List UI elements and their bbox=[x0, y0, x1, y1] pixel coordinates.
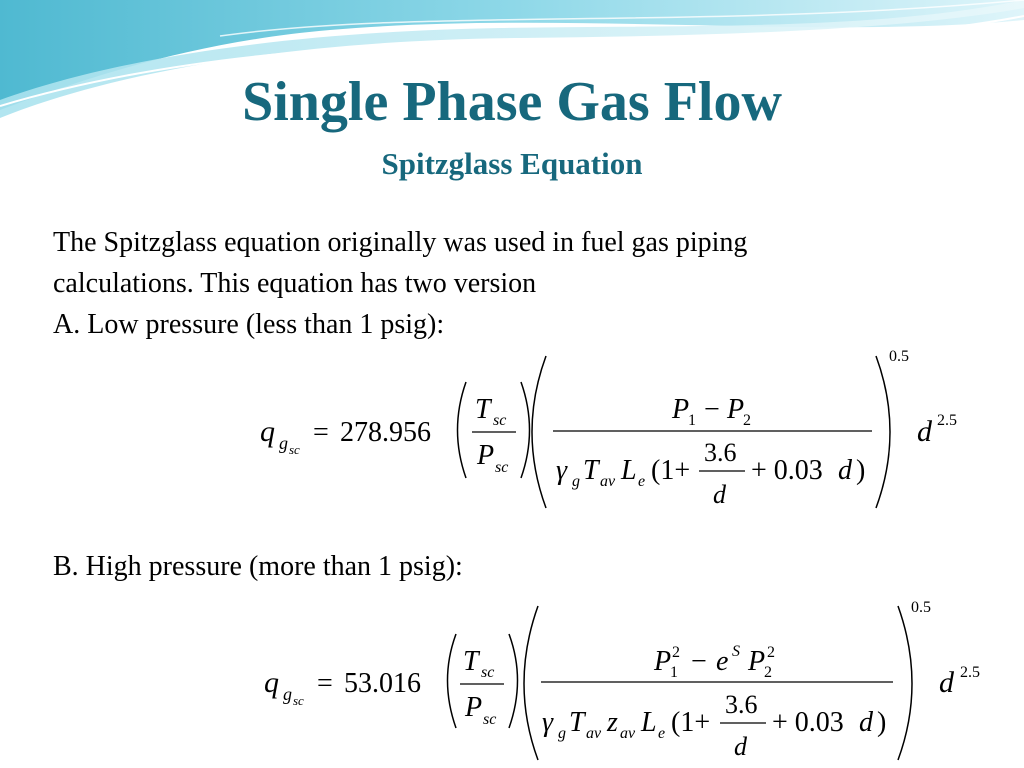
eq-a-close: ) bbox=[856, 455, 866, 486]
eq-b-bigparen-right bbox=[898, 606, 912, 760]
eq-a-L-sub: e bbox=[638, 473, 646, 490]
eq-a-q: q bbox=[260, 415, 275, 448]
eq-b-q: q bbox=[264, 666, 279, 699]
eq-b-coefficient: 53.016 bbox=[344, 668, 421, 699]
eq-b-close: ) bbox=[877, 707, 887, 738]
eq-b-minus: − bbox=[691, 646, 707, 677]
slide-title: Single Phase Gas Flow bbox=[242, 71, 782, 133]
eq-b-P-sub: sc bbox=[483, 711, 497, 728]
eq-b-z: z bbox=[607, 707, 618, 738]
eq-b-e-sup: S bbox=[732, 643, 740, 660]
eq-a-d-exponent: 2.5 bbox=[937, 412, 957, 429]
eq-b-P2-sup: 2 bbox=[767, 644, 775, 661]
low-pressure-label: A. Low pressure (less than 1 psig): bbox=[53, 309, 445, 340]
eq-b-L-sub: e bbox=[658, 725, 666, 742]
eq-b-d2: d bbox=[859, 707, 873, 738]
eq-a-bigparen-left bbox=[532, 356, 546, 508]
eq-a-q-subsub: sc bbox=[289, 442, 300, 457]
eq-a-paren-right bbox=[521, 382, 530, 478]
eq-b-gamma-sub: g bbox=[558, 725, 566, 742]
eq-a-gamma-sub: g bbox=[572, 473, 580, 490]
eq-a-minus: − bbox=[704, 394, 720, 425]
eq-b-P2: P bbox=[748, 646, 766, 677]
eq-a-P-sub: sc bbox=[495, 459, 509, 476]
eq-b-three-six: 3.6 bbox=[725, 690, 758, 719]
eq-b-equals: = bbox=[317, 668, 333, 699]
eq-b-d: d bbox=[734, 732, 747, 761]
eq-a-bigparen-right bbox=[876, 356, 890, 508]
eq-a-open: (1+ bbox=[651, 455, 691, 486]
eq-a-P1: P bbox=[672, 394, 690, 425]
eq-b-P: P bbox=[465, 692, 483, 723]
eq-a-d-final: d bbox=[917, 415, 932, 448]
eq-a-Tav: T bbox=[583, 455, 599, 486]
eq-b-e: e bbox=[716, 646, 729, 677]
eq-b-Tav-sub: av bbox=[586, 725, 602, 742]
high-pressure-label: B. High pressure (more than 1 psig): bbox=[53, 551, 463, 582]
eq-b-d-final: d bbox=[939, 666, 954, 699]
eq-b-q-subsub: sc bbox=[293, 693, 304, 708]
eq-a-equals: = bbox=[313, 417, 329, 448]
eq-a-P: P bbox=[477, 440, 495, 471]
eq-a-Tav-sub: av bbox=[600, 473, 616, 490]
intro-line-2: calculations. This equation has two version bbox=[53, 268, 537, 299]
eq-b-open: (1+ bbox=[671, 707, 711, 738]
eq-a-gamma: γ bbox=[556, 455, 568, 486]
eq-b-paren-left bbox=[448, 634, 457, 728]
eq-b-paren-right bbox=[509, 634, 518, 728]
eq-b-plus-term: + 0.03 bbox=[772, 707, 844, 738]
eq-b-Tav: T bbox=[569, 707, 585, 738]
eq-b-P1-sub: 1 bbox=[670, 664, 678, 681]
eq-b-outer-exponent: 0.5 bbox=[911, 599, 931, 616]
eq-b-P2-sub: 2 bbox=[764, 664, 772, 681]
eq-a-L: L bbox=[621, 455, 637, 486]
eq-b-q-sub: g bbox=[283, 684, 292, 704]
eq-b-d-exponent: 2.5 bbox=[960, 664, 980, 681]
eq-a-P2-sub: 2 bbox=[743, 412, 751, 429]
eq-a-d2: d bbox=[838, 455, 852, 486]
eq-a-T: T bbox=[475, 394, 491, 425]
slide-subtitle: Spitzglass Equation bbox=[381, 146, 643, 181]
eq-a-P1-sub: 1 bbox=[688, 412, 696, 429]
eq-a-d: d bbox=[713, 480, 726, 509]
eq-b-T-sub: sc bbox=[481, 664, 495, 681]
eq-a-paren-left bbox=[458, 382, 467, 478]
eq-a-T-sub: sc bbox=[493, 412, 507, 429]
eq-a-outer-exponent: 0.5 bbox=[889, 348, 909, 365]
eq-b-gamma: γ bbox=[542, 707, 554, 738]
eq-a-coefficient: 278.956 bbox=[340, 417, 431, 448]
eq-a-three-six: 3.6 bbox=[704, 438, 737, 467]
eq-b-L: L bbox=[641, 707, 657, 738]
eq-b-P1-sup: 2 bbox=[672, 644, 680, 661]
eq-b-T: T bbox=[463, 646, 479, 677]
eq-a-P2: P bbox=[727, 394, 745, 425]
eq-b-P1: P bbox=[654, 646, 672, 677]
eq-b-bigparen-left bbox=[524, 606, 538, 760]
eq-b-z-sub: av bbox=[620, 725, 636, 742]
eq-a-plus-term: + 0.03 bbox=[751, 455, 823, 486]
eq-a-q-sub: g bbox=[279, 433, 288, 453]
intro-line-1: The Spitzglass equation originally was used in fuel gas piping bbox=[53, 227, 748, 258]
intro-paragraph bbox=[53, 222, 953, 345]
